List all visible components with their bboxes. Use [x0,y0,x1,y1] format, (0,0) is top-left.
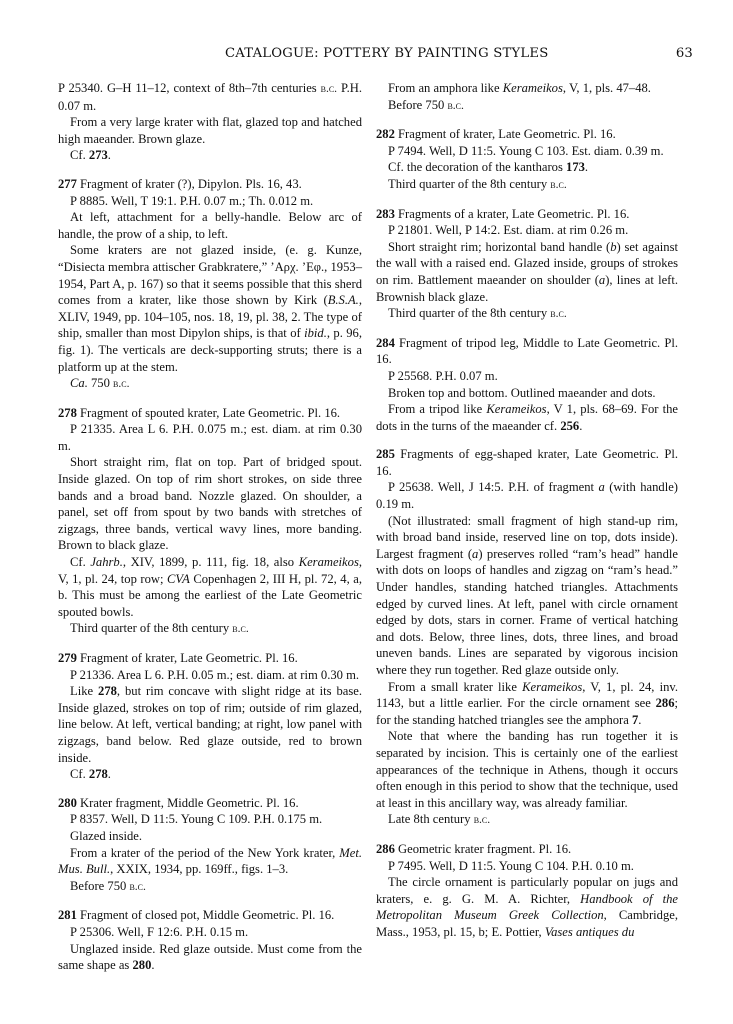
catalogue-entry [58,907,362,973]
entry-paragraph: Unglazed inside. Red glaze outside. Must come from the same shape as 280. [58,941,362,973]
inventory-line: P 25306. Well, F 12:6. P.H. 0.15 m. [70,924,249,939]
catalogue-entry [58,80,362,164]
entry-paragraph: Like 278, but rim concave with slight ridge at its base. Inside glazed, strokes on top of rim; outside of rim glazed, line below. At left, vertical banding; at right, low panel with zigzags, band below. Red glaze outside, red to brown inside. [58,684,362,765]
catalogue-entry [376,841,678,941]
entry-paragraph: Before 750 b.c. [70,878,146,893]
entry-paragraph: Short straight rim, flat on top. Part of bridged spout. Inside glazed. On top of rim short strokes, on side three bands and a broad band. Nozzle glazed. On shoulder, a panel, set off from spout by two bands with stretches of zigzags, three bands, vertical wavy lines, more banding. Brown to black glaze. [58,455,362,553]
entry-heading: 279 Fragment of krater, Late Geometric. Pl. 16. [58,651,298,665]
catalogue-entry [376,446,678,829]
entry-paragraph: Ca. 750 b.c. [70,376,130,391]
entry-paragraph: From a tripod like Kerameikos, V 1, pls. 68–69. For the dots in the turns of the maeander cf. 256. [376,402,678,433]
entry-paragraph: Third quarter of the 8th century b.c. [70,621,249,636]
inventory-line: P 21336. Area L 6. P.H. 0.05 m.; est. diam. at rim 0.30 m. [70,667,360,682]
right-column [376,80,678,941]
entry-paragraph: Short straight rim; horizontal band handle (b) set against the wall with a raised end. Glazed inside, groups of strokes on rim. Battlement maeander on shoulder (a), lines at left. Brownish black glaze. [376,239,679,304]
inventory-line: P 7494. Well, D 11:5. Young C 103. Est. diam. 0.39 m. [388,143,664,158]
catalogue-entry [58,405,362,638]
catalogue-entry [58,795,362,896]
entry-heading: 282 Fragment of krater, Late Geometric. Pl. 16. [376,127,616,142]
entry-paragraph: Cf. 278. [70,767,111,782]
inventory-line: P 8885. Well, T 19:1. P.H. 0.07 m.; Th. 0.012 m. [70,193,314,208]
catalogue-entry [376,335,678,435]
entry-paragraph: From an amphora like Kerameikos, V, 1, pls. 47–48. [388,81,651,95]
entry-paragraph: Third quarter of the 8th century b.c. [388,306,567,321]
left-column [58,80,362,974]
catalogue-entry [58,176,362,393]
entry-paragraph: From a very large krater with flat, glazed top and hatched high maeander. Brown glaze. [58,115,362,146]
entry-paragraph: From a small krater like Kerameikos, V, 1, pl. 24, inv. 1143, but a little earlier. For the circle ornament see 286; for the standing hatched triangles see the amphora 7. [376,679,679,727]
inventory-line: P 8357. Well, D 11:5. Young C 109. P.H. 0.175 m. [70,812,323,827]
page-number: 63 [675,46,693,61]
entry-paragraph: Cf. the decoration of the kantharos 173. [388,160,589,175]
entry-paragraph: Note that where the banding has run together it is separated by incision. This is certainly one of the earliest appearances of the technique in Athens, though it occurs often enough in this period to show that the technique, used at least in this ancillary way, was already familiar. [376,729,678,810]
entry-paragraph: At left, attachment for a belly-handle. Below arc of handle, the prow of a ship, to left. [58,210,362,241]
entry-heading: 285 Fragments of egg-shaped krater, Late Geometric. Pl. 16. [376,447,678,478]
entry-heading: 277 Fragment of krater (?), Dipylon. Pls. 16, 43. [58,176,302,191]
catalogue-entry [376,126,678,193]
entry-paragraph: (Not illustrated: small fragment of high stand-up rim, with broad band inside, reserved line on top, dots inside). Largest fragment (a) preserves rolled “ram’s head” handle with dots on loops of handles and zigzag on “ram’s head.” Under handles, standing hatched triangles. Attachments edged by curved lines. At left, panel with circle ornament edged by dots, stars in corner. Frame of vertical hatching and dots. Below, three lines, dots, three lines, and broad uneven bands. Lines are separated by vigorous incision where they run together. Red glaze outside only. [376,513,678,677]
entry-paragraph: Cf. Jahrb., XIV, 1899, p. 111, fig. 18, also Kerameikos, V, 1, pl. 24, top row; CVA Copenhagen 2, III H, pl. 72, 4, a, b. This must be among the earliest of the Late Geometric spouted bowls. [58,555,363,619]
entry-paragraph: Third quarter of the 8th century b.c. [388,176,567,191]
inventory-line: P 21801. Well, P 14:2. Est. diam. at rim 0.26 m. [388,223,629,238]
entry-heading: 283 Fragments of a krater, Late Geometric. Pl. 16. [376,206,630,221]
inventory-line: P 7495. Well, D 11:5. Young C 104. P.H. 0.10 m. [388,858,634,873]
entry-paragraph: Broken top and bottom. Outlined maeander and dots. [388,385,656,400]
entry-paragraph: Late 8th century b.c. [388,812,491,827]
entry-paragraph: Some kraters are not glazed inside, (e. g. Kunze, “Disiecta membra attischer Grabkratere,” ’Αρχ. ’Εφ., 1953–1954, Part A, p. 167) so that it seems possible that this sherd comes from a krater, like those shown by Kirk (B.S.A., XLIV, 1949, pp. 104–105, nos. 18, 19, pl. 38, 2. The type of ship, smaller than most Dipylon ships, is that of ibid., p. 96, fig. 1). The verticals are deck-supporting struts; there is a platform up at the stem. [58,243,362,374]
entry-heading: 280 Krater fragment, Middle Geometric. Pl. 16. [58,795,299,810]
inventory-line: P 25568. P.H. 0.07 m. [388,368,498,383]
entry-heading: 281 Fragment of closed pot, Middle Geometric. Pl. 16. [58,908,335,923]
entry-paragraph: Cf. 273. [70,148,111,163]
entry-heading: 286 Geometric krater fragment. Pl. 16. [376,841,572,856]
catalogue-entry [376,206,678,323]
catalogue-entry [376,80,678,114]
running-header [60,46,693,64]
entry-heading: 284 Fragment of tripod leg, Middle to Late Geometric. Pl. 16. [376,335,678,367]
inventory-line: P 25638. Well, J 14:5. P.H. of fragment a (with handle) 0.19 m. [376,480,678,512]
entry-paragraph: P 25340. G–H 11–12, context of 8th–7th centuries b.c. P.H. 0.07 m. [58,81,362,113]
inventory-line: P 21335. Area L 6. P.H. 0.075 m.; est. diam. at rim 0.30 m. [58,422,362,453]
header-title: CATALOGUE: POTTERY BY PAINTING STYLES [225,46,549,61]
entry-paragraph: Glazed inside. [70,828,143,843]
entry-heading: 278 Fragment of spouted krater, Late Geometric. Pl. 16. [58,405,341,420]
entry-paragraph: From a krater of the period of the New York krater, Met. Mus. Bull., XXIX, 1934, pp. 169ff., figs. 1–3. [58,845,362,877]
entry-paragraph: Before 750 b.c. [388,97,464,112]
catalogue-entry [58,650,362,783]
entry-paragraph: The circle ornament is particularly popular on jugs and kraters, e. g. G. M. A. Richter, Handbook of the Metropolitan Museum Greek Collection, Cambridge, Mass., 1953, pl. 15, b; E. Pottier, Vases antiques du [376,875,679,939]
